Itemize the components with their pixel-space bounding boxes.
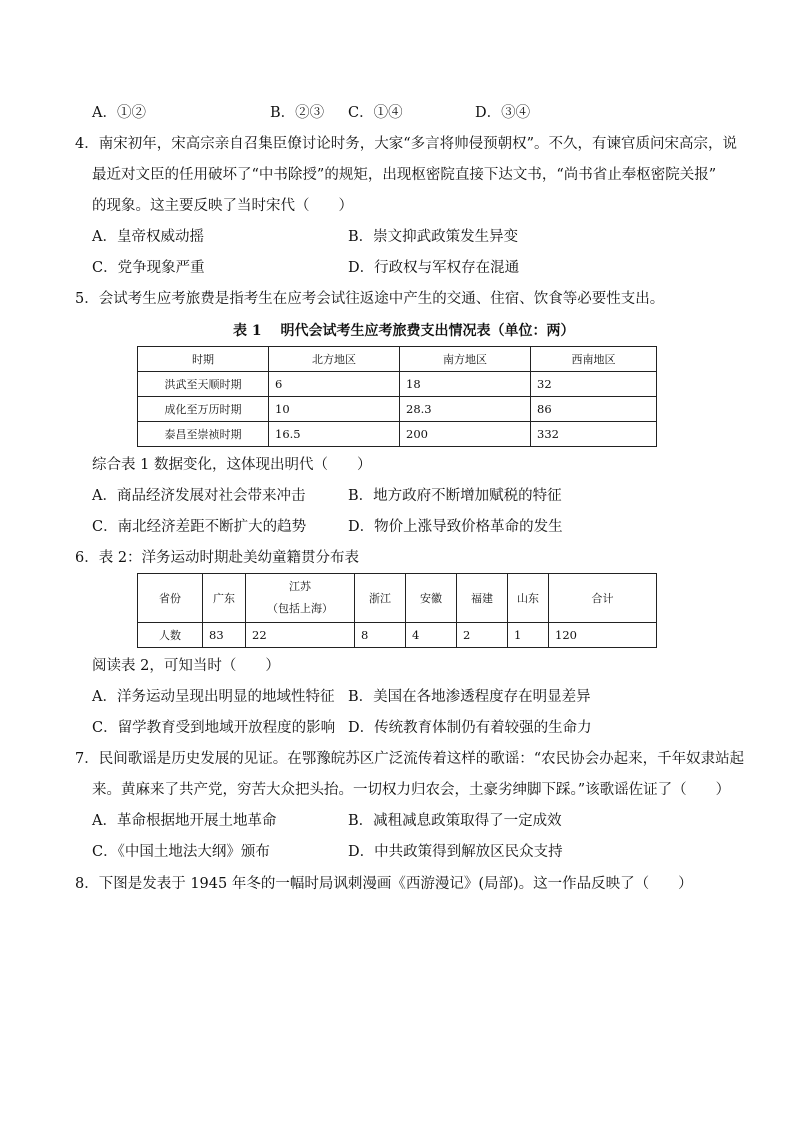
q4-option-c[interactable]: C．党争现象严重 <box>92 260 205 276</box>
table-cell: 1 <box>508 623 549 648</box>
q6-option-d[interactable]: D．传统教育体制仍有着较强的生命力 <box>348 720 592 736</box>
table-cell: 200 <box>400 422 531 447</box>
q3-option-b[interactable]: B．②③ <box>270 105 325 121</box>
q4-option-b[interactable]: B．崇文抑武政策发生异变 <box>348 229 519 245</box>
table-cell: 16.5 <box>269 422 400 447</box>
q7-option-b[interactable]: B．减租减息政策取得了一定成效 <box>348 813 562 829</box>
q5-stem: 5．会试考生应考旅费是指考生在应考会试往返途中产生的交通、住宿、饮食等必要性支出。 <box>75 291 665 307</box>
q3-option-a[interactable]: A．①② <box>92 105 146 121</box>
q5-option-b[interactable]: B．地方政府不断增加赋税的特征 <box>348 488 562 504</box>
table-cell: 18 <box>400 372 531 397</box>
table-cell: 83 <box>203 623 246 648</box>
table-row <box>138 372 657 397</box>
table-cell: 86 <box>531 397 657 422</box>
table2-header-guangdong: 广东 <box>203 574 246 623</box>
table-cell: 泰昌至崇祯时期 <box>138 422 269 447</box>
q7-option-a[interactable]: A．革命根据地开展土地革命 <box>92 813 277 829</box>
q7-stem-line-1: 7．民间歌谣是历史发展的见证。在鄂豫皖苏区广泛流传着这样的歌谣：“农民协会办起来，千年奴隶站起 <box>75 751 745 767</box>
table-row <box>138 347 657 372</box>
table1-header-north: 北方地区 <box>269 347 400 372</box>
q5-option-d[interactable]: D．物价上涨导致价格革命的发生 <box>348 519 563 535</box>
table2-header-fujian: 福建 <box>457 574 508 623</box>
table2-jiangsu-note: （包括上海） <box>267 602 333 615</box>
table1-header-period: 时期 <box>138 347 269 372</box>
table-row <box>138 623 657 648</box>
q4-stem-line-2: 最近对文臣的任用破坏了“中书除授”的规矩，出现枢密院直接下达文书，“尚书省止奉枢密院关报” <box>92 167 717 183</box>
q6-question: 阅读表 2，可知当时（ ） <box>92 658 280 674</box>
table2-jiangsu-label: 江苏 <box>289 580 311 593</box>
q6-option-a[interactable]: A．洋务运动呈现出明显的地域性特征 <box>92 689 335 705</box>
table2-header-shandong: 山东 <box>508 574 549 623</box>
table-cell: 2 <box>457 623 508 648</box>
table2-header-zhejiang: 浙江 <box>355 574 406 623</box>
table-cell: 4 <box>406 623 457 648</box>
table-cell: 8 <box>355 623 406 648</box>
table-row <box>138 422 657 447</box>
table-row <box>138 574 657 623</box>
table2-row-label: 人数 <box>138 623 203 648</box>
table1-caption: 表 1 明代会试考生应考旅费支出情况表（单位：两） <box>233 323 575 339</box>
table2-header-province: 省份 <box>138 574 203 623</box>
q4-stem-line-1: 4．南宋初年，宋高宗亲自召集臣僚讨论时务，大家“多言将帅侵预朝权”。不久，有谏官质问宋高宗，说 <box>75 136 738 152</box>
q7-option-c[interactable]: C．《中国土地法大纲》颁布 <box>92 844 270 860</box>
q5-question: 综合表 1 数据变化，这体现出明代（ ） <box>92 457 372 473</box>
table1-header-south: 南方地区 <box>400 347 531 372</box>
table2-header-anhui: 安徽 <box>406 574 457 623</box>
table-cell: 6 <box>269 372 400 397</box>
table-cell: 32 <box>531 372 657 397</box>
table2-header-total: 合计 <box>549 574 657 623</box>
q6-stem: 6．表 2：洋务运动时期赴美幼童籍贯分布表 <box>75 550 360 566</box>
table1 <box>137 346 657 447</box>
q5-option-c[interactable]: C．南北经济差距不断扩大的趋势 <box>92 519 307 535</box>
q5-option-a[interactable]: A．商品经济发展对社会带来冲击 <box>92 488 306 504</box>
q6-option-b[interactable]: B．美国在各地渗透程度存在明显差异 <box>348 689 591 705</box>
table-row <box>138 397 657 422</box>
table-cell: 10 <box>269 397 400 422</box>
table-cell: 120 <box>549 623 657 648</box>
q3-option-c[interactable]: C．①④ <box>348 105 403 121</box>
table-cell: 28.3 <box>400 397 531 422</box>
q7-stem-line-2: 来。黄麻来了共产党，穷苦大众把头抬。一切权力归农会，土豪劣绅脚下踩。”该歌谣佐证了（ ） <box>92 782 731 798</box>
table-cell: 洪武至天顺时期 <box>138 372 269 397</box>
q4-option-d[interactable]: D．行政权与军权存在混通 <box>348 260 520 276</box>
table-cell: 332 <box>531 422 657 447</box>
q4-stem-line-3: 的现象。这主要反映了当时宋代（ ） <box>92 198 353 214</box>
q7-option-d[interactable]: D．中共政策得到解放区民众支持 <box>348 844 563 860</box>
table-cell: 22 <box>246 623 355 648</box>
q6-option-c[interactable]: C．留学教育受到地域开放程度的影响 <box>92 720 336 736</box>
q3-option-d[interactable]: D．③④ <box>475 105 531 121</box>
table2-header-jiangsu <box>246 574 355 623</box>
table1-header-southwest: 西南地区 <box>531 347 657 372</box>
table2 <box>137 573 657 648</box>
q8-stem: 8．下图是发表于 1945 年冬的一幅时局讽刺漫画《西游漫记》(局部)。这一作品反映了（ ） <box>75 876 693 892</box>
q4-option-a[interactable]: A．皇帝权威动摇 <box>92 229 204 245</box>
table-cell: 成化至万历时期 <box>138 397 269 422</box>
